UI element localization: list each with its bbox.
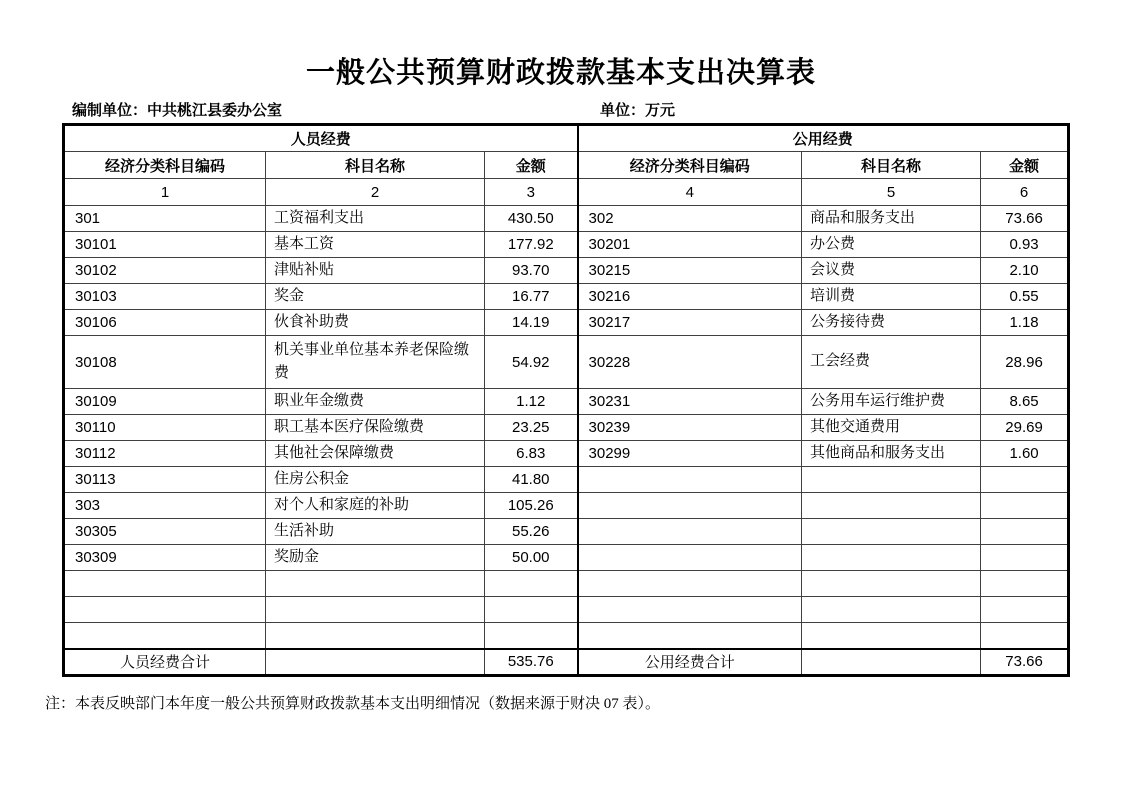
cell-code-right xyxy=(578,623,802,649)
cell-code-right xyxy=(578,467,802,493)
cell-amount-left xyxy=(485,571,578,597)
personnel-total-amount: 535.76 xyxy=(485,649,578,676)
compiling-unit-label: 编制单位：中共桃江县委办公室 xyxy=(72,103,283,119)
column-number-4: 4 xyxy=(578,179,802,206)
table-row xyxy=(64,310,1069,336)
cell-name-right xyxy=(802,467,981,493)
cell-amount-right: 0.93 xyxy=(981,232,1069,258)
cell-code-right: 30228 xyxy=(578,336,802,389)
cell-amount-right: 2.10 xyxy=(981,258,1069,284)
column-header-amount-left: 金额 xyxy=(485,152,578,179)
cell-name-right: 公务接待费 xyxy=(802,310,981,336)
cell-name-right: 办公费 xyxy=(802,232,981,258)
cell-name-right xyxy=(802,545,981,571)
cell-code-right: 30215 xyxy=(578,258,802,284)
cell-code-left: 30109 xyxy=(64,389,266,415)
cell-code-left: 30103 xyxy=(64,284,266,310)
table-row xyxy=(64,441,1069,467)
cell-name-left xyxy=(266,623,485,649)
cell-code-left: 30101 xyxy=(64,232,266,258)
cell-name-left: 奖励金 xyxy=(266,545,485,571)
column-header-name-right: 科目名称 xyxy=(802,152,981,179)
budget-table xyxy=(62,123,1070,677)
table-row xyxy=(64,623,1069,649)
cell-code-left: 30108 xyxy=(64,336,266,389)
page-title: 一般公共预算财政拨款基本支出决算表 xyxy=(305,57,816,89)
column-number-5: 5 xyxy=(802,179,981,206)
cell-code-left: 30110 xyxy=(64,415,266,441)
cell-name-right xyxy=(802,493,981,519)
cell-code-left xyxy=(64,571,266,597)
cell-amount-left: 177.92 xyxy=(485,232,578,258)
cell-amount-left: 50.00 xyxy=(485,545,578,571)
cell-amount-left: 14.19 xyxy=(485,310,578,336)
table-row xyxy=(64,284,1069,310)
cell-amount-left: 54.92 xyxy=(485,336,578,389)
unit-label: 单位：万元 xyxy=(600,103,676,119)
cell-amount-left: 105.26 xyxy=(485,493,578,519)
cell-name-left: 奖金 xyxy=(266,284,485,310)
table-row xyxy=(64,493,1069,519)
cell-amount-right: 29.69 xyxy=(981,415,1069,441)
cell-amount-right xyxy=(981,467,1069,493)
cell-amount-right xyxy=(981,571,1069,597)
cell-name-right xyxy=(802,519,981,545)
column-header-name-left: 科目名称 xyxy=(266,152,485,179)
column-header-amount-right: 金额 xyxy=(981,152,1069,179)
cell-amount-right xyxy=(981,519,1069,545)
column-header-row xyxy=(64,152,1069,179)
cell-name-left: 基本工资 xyxy=(266,232,485,258)
cell-name-left: 津贴补贴 xyxy=(266,258,485,284)
table-row xyxy=(64,232,1069,258)
cell-name-left: 工资福利支出 xyxy=(266,206,485,232)
cell-amount-left xyxy=(485,597,578,623)
table-row xyxy=(64,206,1069,232)
cell-amount-right xyxy=(981,623,1069,649)
cell-amount-left: 16.77 xyxy=(485,284,578,310)
column-number-2: 2 xyxy=(266,179,485,206)
cell-name-right xyxy=(802,571,981,597)
cell-amount-right xyxy=(981,545,1069,571)
cell-amount-right: 1.18 xyxy=(981,310,1069,336)
cell-amount-right xyxy=(981,493,1069,519)
table-row xyxy=(64,519,1069,545)
cell-code-left xyxy=(64,597,266,623)
cell-code-left: 30305 xyxy=(64,519,266,545)
cell-code-left: 30309 xyxy=(64,545,266,571)
cell-code-right: 302 xyxy=(578,206,802,232)
cell-name-right: 其他商品和服务支出 xyxy=(802,441,981,467)
cell-amount-left: 41.80 xyxy=(485,467,578,493)
cell-empty xyxy=(266,649,485,676)
cell-amount-right xyxy=(981,597,1069,623)
cell-code-left: 30113 xyxy=(64,467,266,493)
table-row xyxy=(64,336,1069,389)
section-header-personnel: 人员经费 xyxy=(64,125,578,152)
cell-name-left: 对个人和家庭的补助 xyxy=(266,493,485,519)
cell-name-left: 伙食补助费 xyxy=(266,310,485,336)
table-row xyxy=(64,389,1069,415)
section-header-public: 公用经费 xyxy=(578,125,1069,152)
column-number-3: 3 xyxy=(485,179,578,206)
cell-code-left xyxy=(64,623,266,649)
cell-name-left: 职业年金缴费 xyxy=(266,389,485,415)
meta-row xyxy=(62,99,1067,121)
table-body xyxy=(64,206,1069,649)
column-number-1: 1 xyxy=(64,179,266,206)
cell-code-right xyxy=(578,519,802,545)
cell-code-right xyxy=(578,493,802,519)
table-row xyxy=(64,545,1069,571)
cell-amount-right: 1.60 xyxy=(981,441,1069,467)
table-row xyxy=(64,467,1069,493)
cell-amount-left: 55.26 xyxy=(485,519,578,545)
cell-code-right xyxy=(578,545,802,571)
cell-name-left: 职工基本医疗保险缴费 xyxy=(266,415,485,441)
cell-amount-left: 6.83 xyxy=(485,441,578,467)
cell-code-right: 30216 xyxy=(578,284,802,310)
table-row xyxy=(64,571,1069,597)
cell-code-right: 30217 xyxy=(578,310,802,336)
cell-code-right: 30239 xyxy=(578,415,802,441)
cell-amount-left: 93.70 xyxy=(485,258,578,284)
totals-row xyxy=(64,649,1069,676)
cell-amount-right: 28.96 xyxy=(981,336,1069,389)
cell-name-right: 会议费 xyxy=(802,258,981,284)
cell-name-right xyxy=(802,623,981,649)
cell-name-right: 公务用车运行维护费 xyxy=(802,389,981,415)
cell-code-left: 30106 xyxy=(64,310,266,336)
cell-code-left: 30102 xyxy=(64,258,266,284)
cell-amount-right: 8.65 xyxy=(981,389,1069,415)
table-row xyxy=(64,258,1069,284)
column-number-row xyxy=(64,179,1069,206)
cell-name-right xyxy=(802,597,981,623)
personnel-total-label: 人员经费合计 xyxy=(64,649,266,676)
cell-code-left: 30112 xyxy=(64,441,266,467)
column-header-code-left: 经济分类科目编码 xyxy=(64,152,266,179)
cell-code-left: 303 xyxy=(64,493,266,519)
public-total-label: 公用经费合计 xyxy=(578,649,802,676)
cell-amount-left xyxy=(485,623,578,649)
cell-code-left: 301 xyxy=(64,206,266,232)
cell-code-right: 30231 xyxy=(578,389,802,415)
cell-amount-right: 0.55 xyxy=(981,284,1069,310)
cell-amount-left: 430.50 xyxy=(485,206,578,232)
public-total-amount: 73.66 xyxy=(981,649,1069,676)
cell-name-left: 住房公积金 xyxy=(266,467,485,493)
table-row xyxy=(64,415,1069,441)
cell-amount-left: 23.25 xyxy=(485,415,578,441)
cell-code-right xyxy=(578,597,802,623)
column-header-code-right: 经济分类科目编码 xyxy=(578,152,802,179)
cell-code-right xyxy=(578,571,802,597)
cell-name-left xyxy=(266,571,485,597)
cell-name-left: 机关事业单位基本养老保险缴费 xyxy=(266,336,485,389)
cell-name-right: 工会经费 xyxy=(802,336,981,389)
cell-code-right: 30201 xyxy=(578,232,802,258)
cell-name-left xyxy=(266,597,485,623)
cell-amount-right: 73.66 xyxy=(981,206,1069,232)
cell-name-right: 商品和服务支出 xyxy=(802,206,981,232)
cell-name-right: 培训费 xyxy=(802,284,981,310)
cell-empty xyxy=(802,649,981,676)
cell-amount-left: 1.12 xyxy=(485,389,578,415)
cell-name-left: 生活补助 xyxy=(266,519,485,545)
cell-name-right: 其他交通费用 xyxy=(802,415,981,441)
table-row xyxy=(64,597,1069,623)
column-number-6: 6 xyxy=(981,179,1069,206)
footnote: 注：本表反映部门本年度一般公共预算财政拨款基本支出明细情况（数据来源于财决 07 表）。 xyxy=(45,696,661,712)
cell-name-left: 其他社会保障缴费 xyxy=(266,441,485,467)
cell-code-right: 30299 xyxy=(578,441,802,467)
section-header-row xyxy=(64,125,1069,152)
